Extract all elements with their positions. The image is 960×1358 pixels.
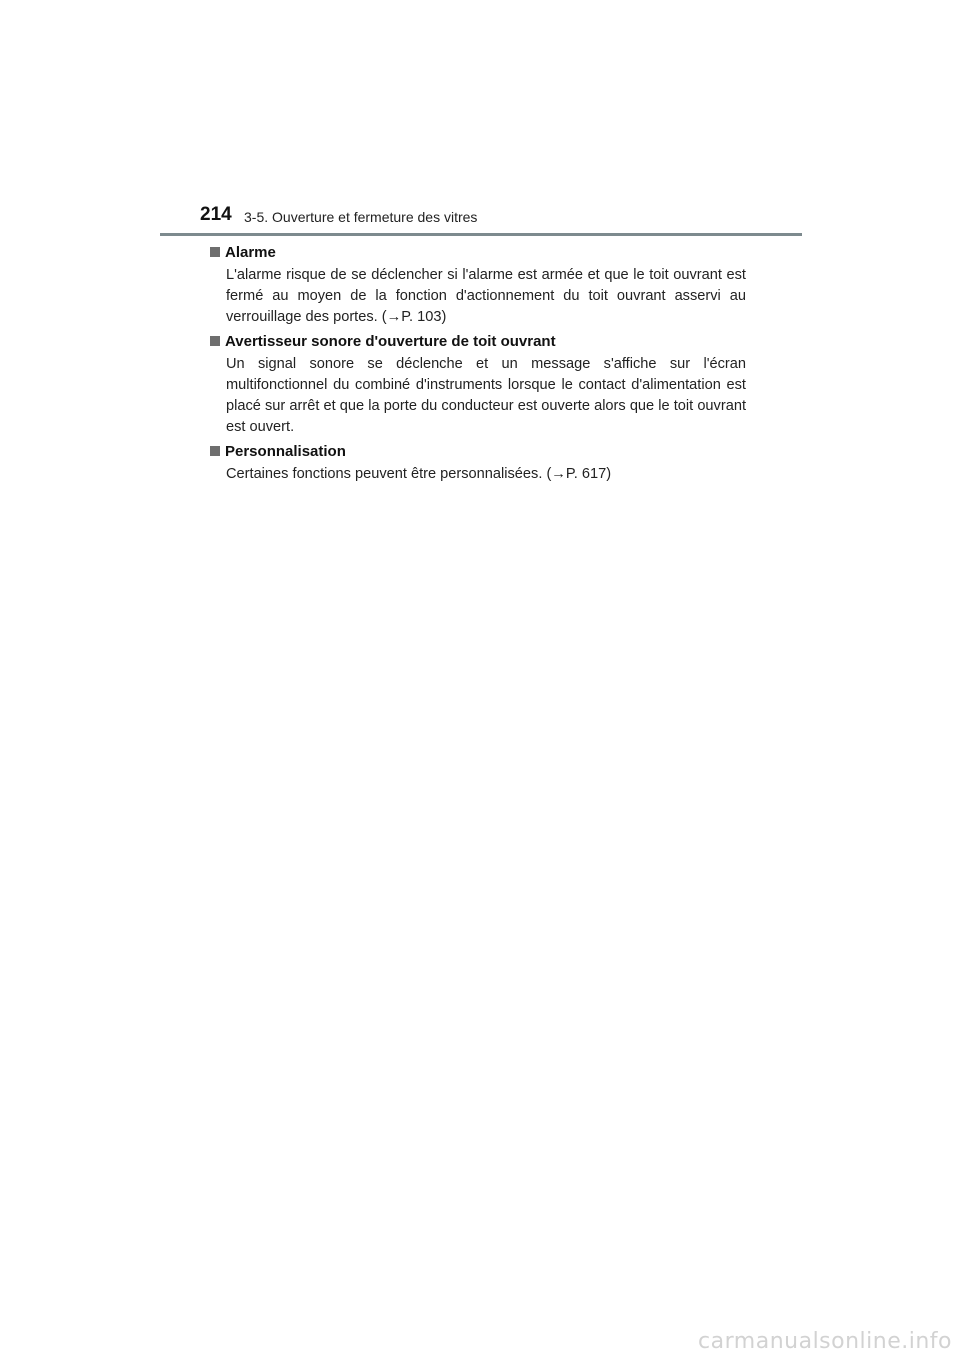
section-body: L'alarme risque de se déclencher si l'alarme est armée et que le toit ouvrant est fermé au moyen de la fonction d'actionnement du toit ouvrant asservi au verrouillage des portes. (→P. 103): [226, 267, 746, 325]
section-body: Certaines fonctions peuvent être personnalisées. (→P. 617): [226, 466, 612, 482]
section-heading: [210, 243, 746, 262]
heading-text: Personnalisation: [225, 443, 346, 460]
page-number: 214: [200, 204, 232, 225]
section-avertisseur: [210, 332, 746, 438]
section-alarme: [210, 243, 746, 328]
heading-text: Alarme: [225, 244, 276, 261]
section-heading: [210, 442, 746, 461]
heading-text: Avertisseur sonore d'ouverture de toit ouvrant: [225, 333, 556, 350]
square-bullet-icon: [210, 446, 220, 456]
main-content: [210, 243, 746, 489]
section-title: 3-5. Ouverture et fermeture des vitres: [244, 209, 478, 225]
header-divider: [160, 233, 802, 236]
page-header: [200, 200, 802, 236]
section-body: Un signal sonore se déclenche et un message s'affiche sur l'écran multifonctionnel du combiné d'instruments lorsque le contact d'alimentation est placé sur arrêt et que la porte du conducteur est ouverte alors que le toit ouvrant est ouvert.: [226, 356, 746, 435]
square-bullet-icon: [210, 247, 220, 257]
section-heading: [210, 332, 746, 351]
square-bullet-icon: [210, 336, 220, 346]
watermark: carmanualsonline.info: [698, 1329, 952, 1354]
section-personnalisation: [210, 442, 746, 485]
